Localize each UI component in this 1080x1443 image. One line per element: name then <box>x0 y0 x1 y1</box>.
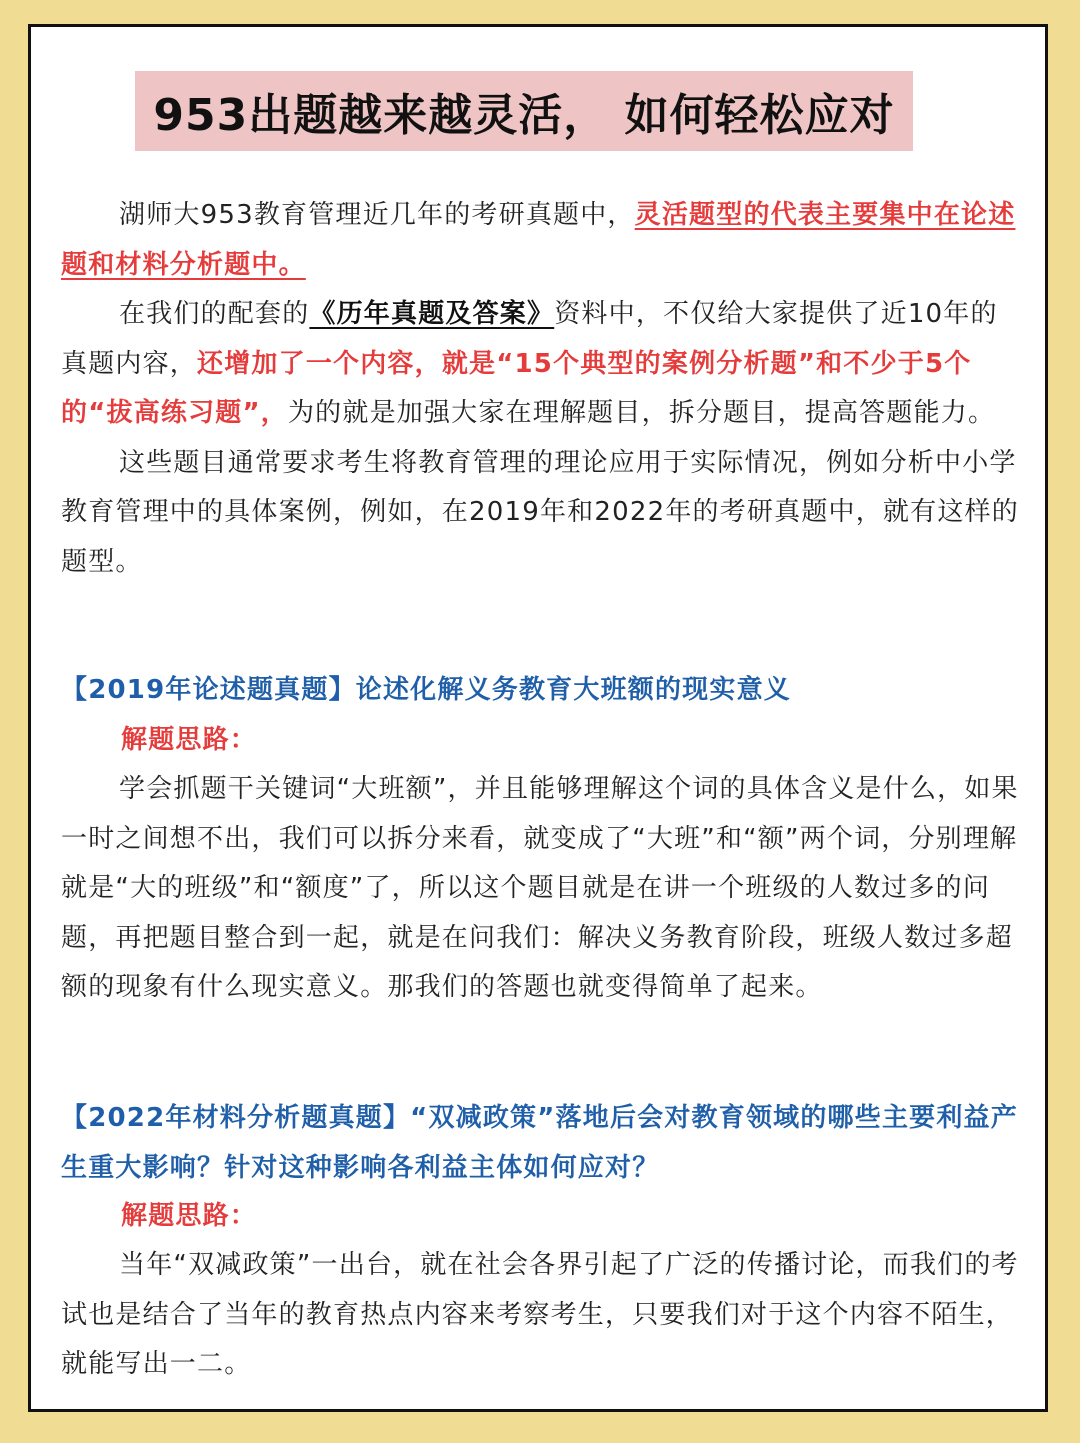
intro-p2-book: 《历年真题及答案》 <box>309 299 555 329</box>
intro-p2-c: 为的就是加强大家在理解题目，拆分题目，提高答题能力。 <box>287 398 996 428</box>
q2019-heading: 【2019年论述题真题】论述化解义务教育大班额的现实意义 <box>61 675 791 705</box>
intro-p2-b: 资料中，不仅给大家提供了近10年的真题内容， <box>61 299 998 379</box>
q2019-answer-section <box>61 765 1021 1013</box>
intro-p2-a: 在我们的配套的 <box>119 299 310 329</box>
q2022-answer-section <box>61 1241 1021 1390</box>
intro-p1-highlight: 灵活题型的代表主要集中在论述题和材料分析题中。 <box>61 200 1016 280</box>
q2022-heading: 【2022年材料分析题真题】“双减政策”落地后会对教育领域的哪些主要利益产生重大影响？针对这种影响各利益主体如何应对？ <box>61 1103 1018 1183</box>
q2019-subheading: 解题思路： <box>121 725 258 755</box>
page-title: 953出题越来越灵活， 如何轻松应对 <box>153 90 895 141</box>
title-banner <box>135 71 913 151</box>
intro-paragraph-3: 这些题目通常要求考生将教育管理的理论应用于实际情况，例如分析中小学教育管理中的具体案例，例如，在2019年和2022年的考研真题中，就有这样的题型。 <box>61 447 1019 577</box>
intro-p1-lead: 湖师大953教育管理近几年的考研真题中， <box>119 200 635 230</box>
intro-paragraph-2 <box>61 290 1021 439</box>
intro-section <box>61 191 1021 587</box>
q2019-answer: 学会抓题干关键词“大班额”，并且能够理解这个词的具体含义是什么，如果一时之间想不出，我们可以拆分来看，就变成了“大班”和“额”两个词，分别理解就是“大的班级”和“额度”了，所以这个题目就是在讲一个班级的人数过多的问题，再把题目整合到一起，就是在问我们：解决义务教育阶段，班级人数过多超额的现象有什么现实意义。那我们的答题也就变得简单了起来。 <box>61 774 1019 1002</box>
intro-paragraph-1 <box>61 191 1021 290</box>
intro-p2-highlight: 还增加了一个内容，就是“15个典型的案例分析题”和不少于5个的“拔高练习题”， <box>61 348 972 428</box>
q2022-answer: 当年“双减政策”一出台，就在社会各界引起了广泛的传播讨论，而我们的考试也是结合了当年的教育热点内容来考察考生，只要我们对于这个内容不陌生，就能写出一二。 <box>61 1250 1019 1379</box>
q2022-subheading: 解题思路： <box>121 1201 258 1231</box>
content-card <box>28 24 1048 1412</box>
